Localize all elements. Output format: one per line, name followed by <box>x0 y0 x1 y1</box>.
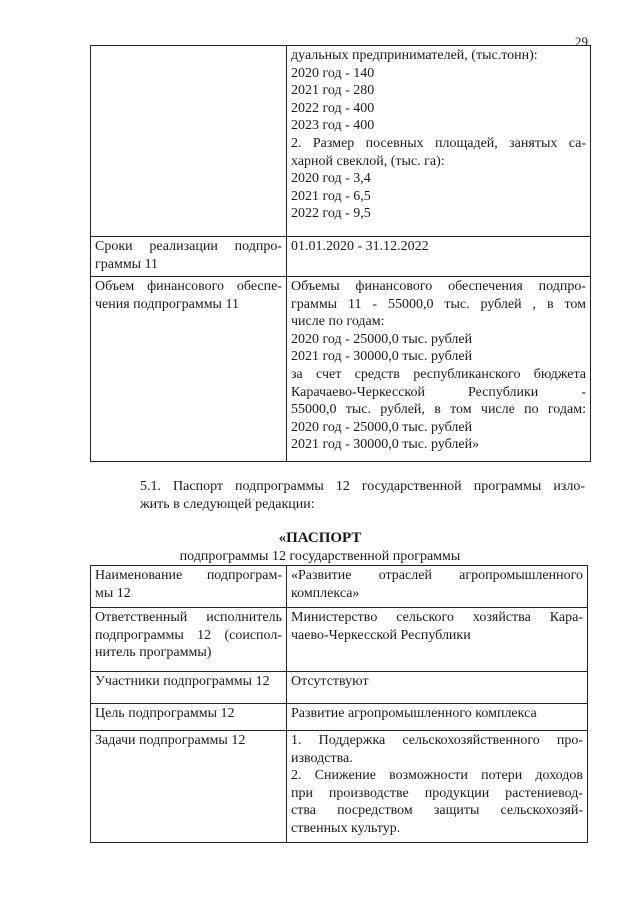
table-row <box>91 566 588 608</box>
table-row <box>91 731 588 843</box>
cell-line: 2021 год - 30000,0 тыс. рублей» <box>291 437 480 453</box>
cell-line: Министерство сельского хозяйства Кара- <box>291 610 583 625</box>
cell-line: ственных культур. <box>291 820 401 836</box>
row-label <box>91 277 287 462</box>
row-value <box>287 608 588 672</box>
cell-line: Сроки реализации подпро- <box>95 239 282 254</box>
cell-line: «Развитие отраслей агропромышленного <box>291 568 583 583</box>
table-row <box>91 237 591 277</box>
cell-line: 2020 год - 3,4 <box>291 171 371 187</box>
cell-line: мы 12 <box>95 585 131 601</box>
cell-line: 2020 год - 25000,0 тыс. рублей <box>291 331 473 347</box>
cell-line: 1. Поддержка сельскохозяйственного про- <box>291 733 583 748</box>
subprogram-11-passport-table <box>90 45 591 462</box>
row-value <box>287 731 588 843</box>
cell-line: Объемы финансового обеспечения подпро- <box>291 279 586 294</box>
cell-line: 2021 год - 280 <box>291 83 375 99</box>
cell-line: Цель подпрограммы 12 <box>95 706 235 721</box>
cell-line: 2020 год - 25000,0 тыс. рублей <box>291 419 473 435</box>
cell-line: 2. Снижение возможности потери доходов <box>291 768 583 784</box>
cell-line: Наименование подпрограм- <box>95 568 282 583</box>
row-label <box>91 608 287 672</box>
cell-line: Участники подпрограммы 12 <box>95 674 270 689</box>
subprogram-12-passport-table <box>90 565 588 843</box>
page-number: 29 <box>575 34 588 49</box>
cell-line: числе по годам: <box>291 314 385 330</box>
row-value <box>287 704 588 731</box>
cell-line: харной свеклой, (тыс. га): <box>291 153 445 169</box>
cell-line: 2021 год - 6,5 <box>291 188 371 204</box>
paragraph-line: жить в следующей редакции: <box>140 496 315 512</box>
cell-line: Развитие агропромышленного комплекса <box>291 706 537 721</box>
cell-line: изводства. <box>291 750 353 766</box>
cell-line: комплекса» <box>291 585 360 601</box>
table-row <box>91 704 588 731</box>
cell-line: 2. Размер посевных площадей, занятых са- <box>291 135 586 151</box>
cell-line: подпрограммы 12 (соиспол- <box>95 627 282 643</box>
row-label <box>91 672 287 704</box>
cell-line: за счет средств республиканского бюджета <box>291 366 586 382</box>
cell-line: 2021 год - 30000,0 тыс. рублей <box>291 349 473 365</box>
cell-line: нитель программы) <box>95 645 212 661</box>
paragraph-5-1 <box>90 478 585 513</box>
paragraph-line: 5.1. Паспорт подпрограммы 12 государственной программы изло- <box>140 479 585 494</box>
table-row <box>91 46 591 237</box>
row-label <box>91 566 287 608</box>
cell-line: Объем финансового обеспе- <box>95 279 282 294</box>
cell-line: граммы 11 - 55000,0 тыс. рублей , в том <box>291 296 586 312</box>
row-value <box>287 237 591 277</box>
row-label <box>91 704 287 731</box>
row-value <box>287 566 588 608</box>
table-row <box>91 277 591 462</box>
cell-line: 01.01.2020 - 31.12.2022 <box>291 239 429 254</box>
row-value <box>287 277 591 462</box>
cell-line: граммы 11 <box>95 256 159 272</box>
indicators-cell <box>287 46 591 237</box>
row-label <box>91 237 287 277</box>
cell-line: дуальных предпринимателей, (тыс.тонн): <box>291 48 538 63</box>
passport-subtitle: подпрограммы 12 государственной программы <box>179 549 461 564</box>
passport-title: «ПАСПОРТ <box>278 530 362 546</box>
cell-line: чаево-Черкесской Республики <box>291 627 471 643</box>
cell-line: 2023 год - 400 <box>291 118 375 134</box>
cell-line: 2022 год - 9,5 <box>291 206 371 222</box>
cell-line: Ответственный исполнитель <box>95 610 282 625</box>
empty-cell <box>91 46 287 237</box>
cell-line: Отсутствуют <box>291 674 369 689</box>
cell-line: при производстве продукции растениевод- <box>291 785 583 801</box>
cell-line: ства посредством защиты сельскохозяй- <box>291 803 583 819</box>
row-value <box>287 672 588 704</box>
cell-line: 2022 год - 400 <box>291 100 375 116</box>
cell-line: Задачи подпрограммы 12 <box>95 733 246 748</box>
row-label <box>91 731 287 843</box>
cell-line: 55000,0 тыс. рублей, в том числе по годам: <box>291 402 586 418</box>
table-row <box>91 608 588 672</box>
table-row <box>91 672 588 704</box>
cell-line: 2020 год - 140 <box>291 65 375 81</box>
cell-line: чения подпрограммы 11 <box>95 296 239 312</box>
cell-line: Карачаево-Черкесской Республики - <box>291 384 586 400</box>
